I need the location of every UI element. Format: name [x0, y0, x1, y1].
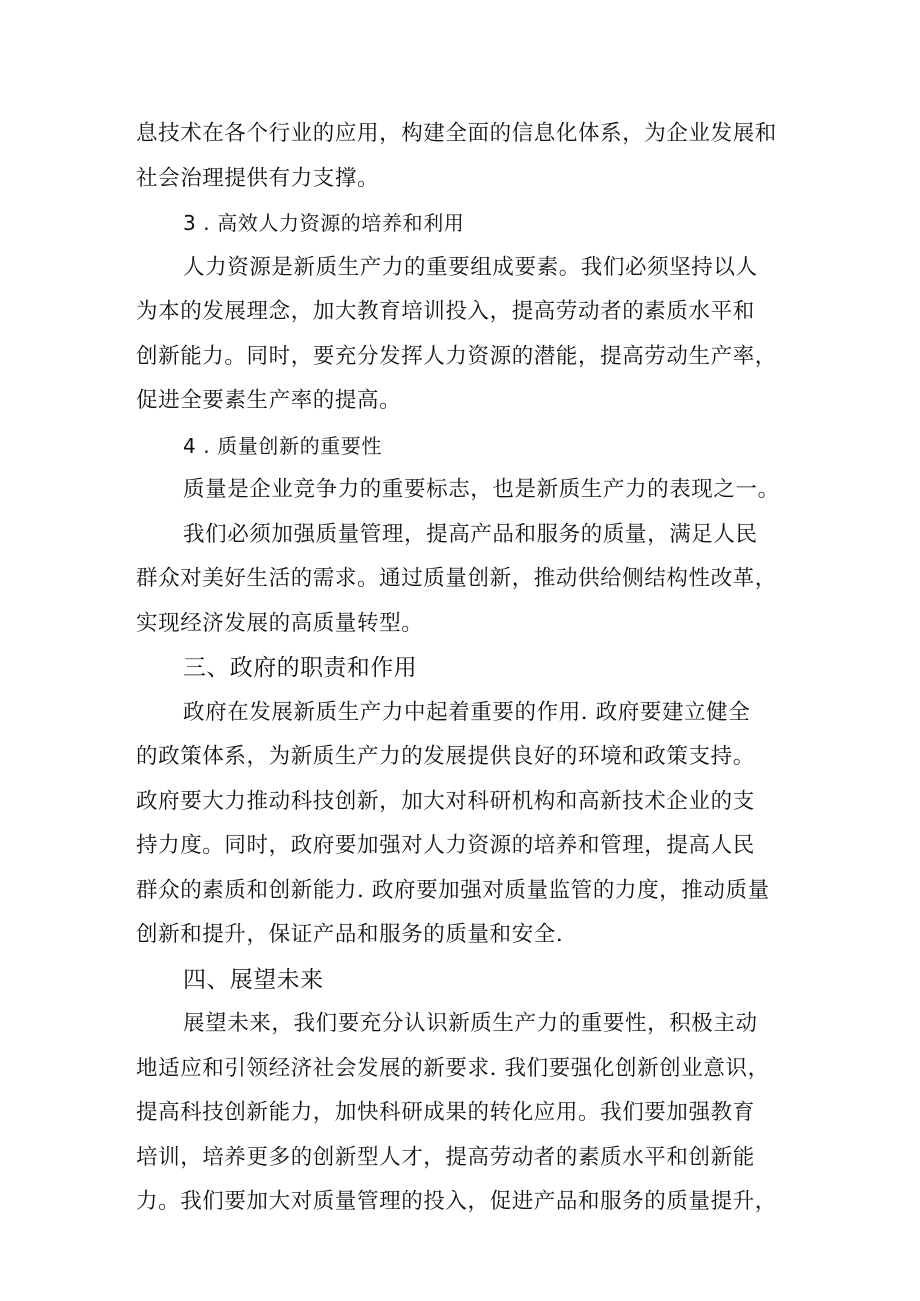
section-heading: 四、展望未来 — [183, 966, 324, 993]
body-text-line: 政府要大力推动科技创新，加大对科研机构和高新技术企业的支 — [136, 788, 755, 814]
paragraph-first-line: 质量是企业竞争力的重要标志，也是新质生产力的表现之一。 — [183, 477, 780, 502]
paragraph-first-line: 我们必须加强质量管理，提高产品和服务的质量，满足人民 — [183, 521, 758, 547]
document-body — [136, 112, 792, 1225]
body-text-line: 创新和提升，保证产品和服务的质量和安全. — [136, 922, 564, 947]
body-text-line: 的政策体系，为新质生产力的发展提供良好的环境和政策支持。 — [136, 744, 755, 769]
body-text-line: 群众的素质和创新能力. 政府要加强对质量监管的力度，推动质量 — [136, 877, 770, 903]
body-text-line: 创新能力。同时，要充分发挥人力资源的潜能，提高劳动生产率， — [136, 343, 777, 369]
paragraph-first-line: 政府在发展新质生产力中起着重要的作用. 政府要建立健全 — [183, 699, 751, 725]
body-text-line: 培训，培养更多的创新型人才，提高劳动者的素质水平和创新能 — [136, 1144, 755, 1170]
subsection-heading: 3 . 高效人力资源的培养和利用 — [183, 211, 465, 235]
body-text-line: 社会治理提供有力支撑。 — [136, 165, 380, 191]
body-text-line: 息技术在各个行业的应用，构建全面的信息化体系，为企业发展和 — [136, 121, 777, 146]
body-text-line: 群众对美好生活的需求。通过质量创新，推动供给侧结构性改革， — [136, 566, 777, 591]
body-text-line: 持力度。同时，政府要加强对人力资源的培养和管理，提高人民 — [136, 833, 755, 858]
body-text-line: 为本的发展理念，加大教育培训投入，提高劳动者的素质水平和 — [136, 299, 755, 324]
subsection-heading: 4 . 质量创新的重要性 — [183, 433, 382, 458]
body-text-line: 力。我们要加大对质量管理的投入，促进产品和服务的质量提升， — [136, 1189, 777, 1214]
body-text-line: 地适应和引领经济社会发展的新要求. 我们要强化创新创业意识， — [136, 1055, 770, 1081]
body-text-line: 实现经济发展的高质量转型。 — [136, 610, 424, 636]
section-heading: 三、政府的职责和作用 — [183, 655, 417, 681]
paragraph-first-line: 展望未来，我们要充分认识新质生产力的重要性，积极主动 — [183, 1011, 758, 1036]
body-text-line: 提高科技创新能力，加快科研成果的转化应用。我们要加强教育 — [136, 1100, 755, 1125]
paragraph-first-line: 人力资源是新质生产力的重要组成要素。我们必须坚持以人 — [183, 254, 758, 280]
body-text-line: 促进全要素生产率的提高。 — [136, 388, 402, 413]
